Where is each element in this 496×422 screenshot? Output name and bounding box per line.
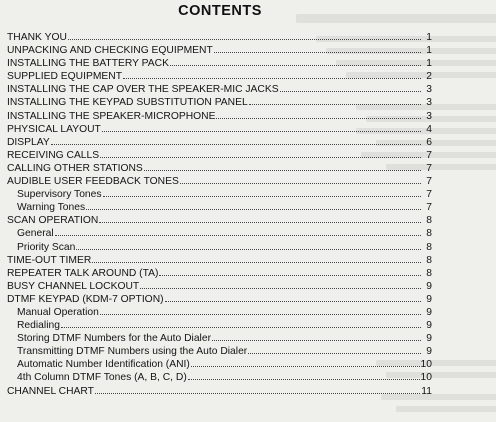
- toc-page-number: 7: [426, 176, 432, 188]
- toc-entry-label: AUDIBLE USER FEEDBACK TONES: [7, 176, 179, 188]
- page-title: CONTENTS: [178, 3, 262, 19]
- toc-entry-label: Manual Operation: [17, 306, 99, 318]
- toc-subentry: [7, 305, 432, 318]
- toc-dot-leader: [188, 370, 420, 380]
- toc-entry: [7, 82, 432, 95]
- toc-dot-leader: [95, 384, 420, 394]
- toc-entry: [7, 135, 432, 148]
- toc-subentry: [7, 318, 432, 331]
- toc-dot-leader: [216, 109, 421, 119]
- toc-entry-label: Priority Scan: [17, 241, 76, 253]
- toc-entry: [7, 161, 432, 174]
- toc-page-number: 8: [426, 254, 432, 266]
- toc-entry: [7, 56, 432, 69]
- toc-page-number: 8: [426, 241, 432, 253]
- toc-dot-leader: [102, 122, 421, 132]
- toc-entry: [7, 174, 432, 187]
- toc-page-number: 8: [426, 228, 432, 240]
- toc-entry-label: REPEATER TALK AROUND (TA): [7, 267, 159, 279]
- toc-entry-label: BUSY CHANNEL LOCKOUT: [7, 280, 140, 292]
- toc-dot-leader: [170, 56, 421, 66]
- toc-entry-label: DISPLAY: [7, 136, 50, 148]
- toc-dot-leader: [214, 43, 421, 53]
- toc-page-number: 9: [426, 346, 432, 358]
- toc-page-number: 9: [426, 333, 432, 345]
- toc-page-number: 9: [426, 280, 432, 292]
- toc-subentry: [7, 344, 432, 357]
- toc-subentry: [7, 200, 432, 213]
- toc-entry-label: THANK YOU: [7, 32, 67, 43]
- toc-entry-label: TIME-OUT TIMER: [7, 254, 92, 266]
- toc-page-number: 7: [426, 189, 432, 201]
- toc-entry: [7, 148, 432, 161]
- toc-entry-label: INSTALLING THE CAP OVER THE SPEAKER-MIC JACKS: [7, 84, 279, 96]
- toc-dot-leader: [280, 82, 421, 92]
- toc-subentry: [7, 226, 432, 239]
- toc-entry-label: Transmitting DTMF Numbers using the Auto Dialer: [17, 346, 248, 358]
- toc-entry-label: Supervisory Tones: [17, 189, 102, 201]
- toc-entry-label: Storing DTMF Numbers for the Auto Dialer: [17, 333, 211, 345]
- toc-page-number: 2: [426, 71, 432, 83]
- toc-entry: [7, 279, 432, 292]
- toc-entry-label: Redialing: [17, 320, 60, 332]
- toc-entry-label: DTMF KEYPAD (KDM-7 OPTION): [7, 293, 164, 305]
- toc-dot-leader: [99, 213, 421, 223]
- toc-dot-leader: [51, 135, 421, 145]
- toc-dot-leader: [140, 279, 421, 289]
- toc-dot-leader: [212, 331, 421, 341]
- toc-subentry: [7, 357, 432, 370]
- toc-page-number: 3: [426, 97, 432, 109]
- toc-page-number: 7: [426, 162, 432, 174]
- toc-entry-label: Warning Tones: [17, 202, 86, 214]
- toc-entry: [7, 292, 432, 305]
- toc-entry: [7, 384, 432, 397]
- toc-page-number: 3: [426, 84, 432, 96]
- toc-dot-leader: [100, 305, 421, 315]
- toc-page-number: 1: [426, 32, 432, 43]
- toc-page-number: 7: [426, 202, 432, 214]
- toc-entry-label: PHYSICAL LAYOUT: [7, 123, 101, 135]
- toc-entry-label: Automatic Number Identification (ANI): [17, 359, 190, 371]
- toc-page-number: 6: [426, 136, 432, 148]
- toc-page-number: 9: [426, 320, 432, 332]
- toc-dot-leader: [123, 69, 421, 79]
- toc-page-number: 11: [421, 385, 432, 397]
- toc-entry: [7, 30, 432, 43]
- toc-page-number: 1: [426, 58, 432, 70]
- toc-dot-leader: [103, 187, 421, 197]
- toc-entry: [7, 122, 432, 135]
- toc-entry-label: RECEIVING CALLS: [7, 149, 100, 161]
- table-of-contents: [7, 30, 432, 397]
- toc-dot-leader: [55, 226, 421, 236]
- toc-page-number: 10: [420, 359, 432, 371]
- toc-entry: [7, 213, 432, 226]
- toc-page-number: 8: [426, 215, 432, 227]
- toc-subentry: [7, 331, 432, 344]
- toc-dot-leader: [92, 253, 421, 263]
- toc-entry-label: 4th Column DTMF Tones (A, B, C, D): [17, 372, 187, 384]
- toc-page-number: 9: [426, 306, 432, 318]
- toc-dot-leader: [165, 292, 421, 302]
- toc-entry: [7, 253, 432, 266]
- toc-page-number: 10: [420, 372, 432, 384]
- toc-entry-label: INSTALLING THE KEYPAD SUBSTITUTION PANEL: [7, 97, 248, 109]
- toc-dot-leader: [100, 148, 421, 158]
- toc-entry: [7, 43, 432, 56]
- toc-entry: [7, 69, 432, 82]
- toc-entry-label: General: [17, 228, 54, 240]
- toc-dot-leader: [68, 30, 421, 40]
- toc-entry-label: UNPACKING AND CHECKING EQUIPMENT: [7, 45, 213, 57]
- toc-entry: [7, 266, 432, 279]
- toc-entry-label: INSTALLING THE SPEAKER-MICROPHONE: [7, 110, 216, 122]
- toc-page-number: 1: [426, 45, 432, 57]
- toc-dot-leader: [248, 344, 421, 354]
- toc-entry: [7, 95, 432, 108]
- toc-dot-leader: [144, 161, 421, 171]
- toc-dot-leader: [191, 357, 420, 367]
- toc-entry-label: SCAN OPERATION: [7, 215, 99, 227]
- toc-subentry: [7, 187, 432, 200]
- toc-entry: [7, 109, 432, 122]
- toc-entry-label: SUPPLIED EQUIPMENT: [7, 71, 123, 83]
- toc-page-number: 3: [426, 110, 432, 122]
- toc-dot-leader: [86, 200, 421, 210]
- toc-subentry: [7, 370, 432, 383]
- toc-page-number: 4: [426, 123, 432, 135]
- toc-dot-leader: [249, 95, 421, 105]
- toc-dot-leader: [159, 266, 421, 276]
- toc-page-number: 9: [426, 293, 432, 305]
- toc-dot-leader: [180, 174, 421, 184]
- toc-entry-label: CHANNEL CHART: [7, 385, 94, 397]
- toc-entry-label: CALLING OTHER STATIONS: [7, 162, 143, 174]
- toc-dot-leader: [61, 318, 421, 328]
- toc-subentry: [7, 240, 432, 253]
- toc-page-number: 7: [426, 149, 432, 161]
- toc-entry-label: INSTALLING THE BATTERY PACK: [7, 58, 169, 70]
- toc-dot-leader: [76, 240, 421, 250]
- toc-page-number: 8: [426, 267, 432, 279]
